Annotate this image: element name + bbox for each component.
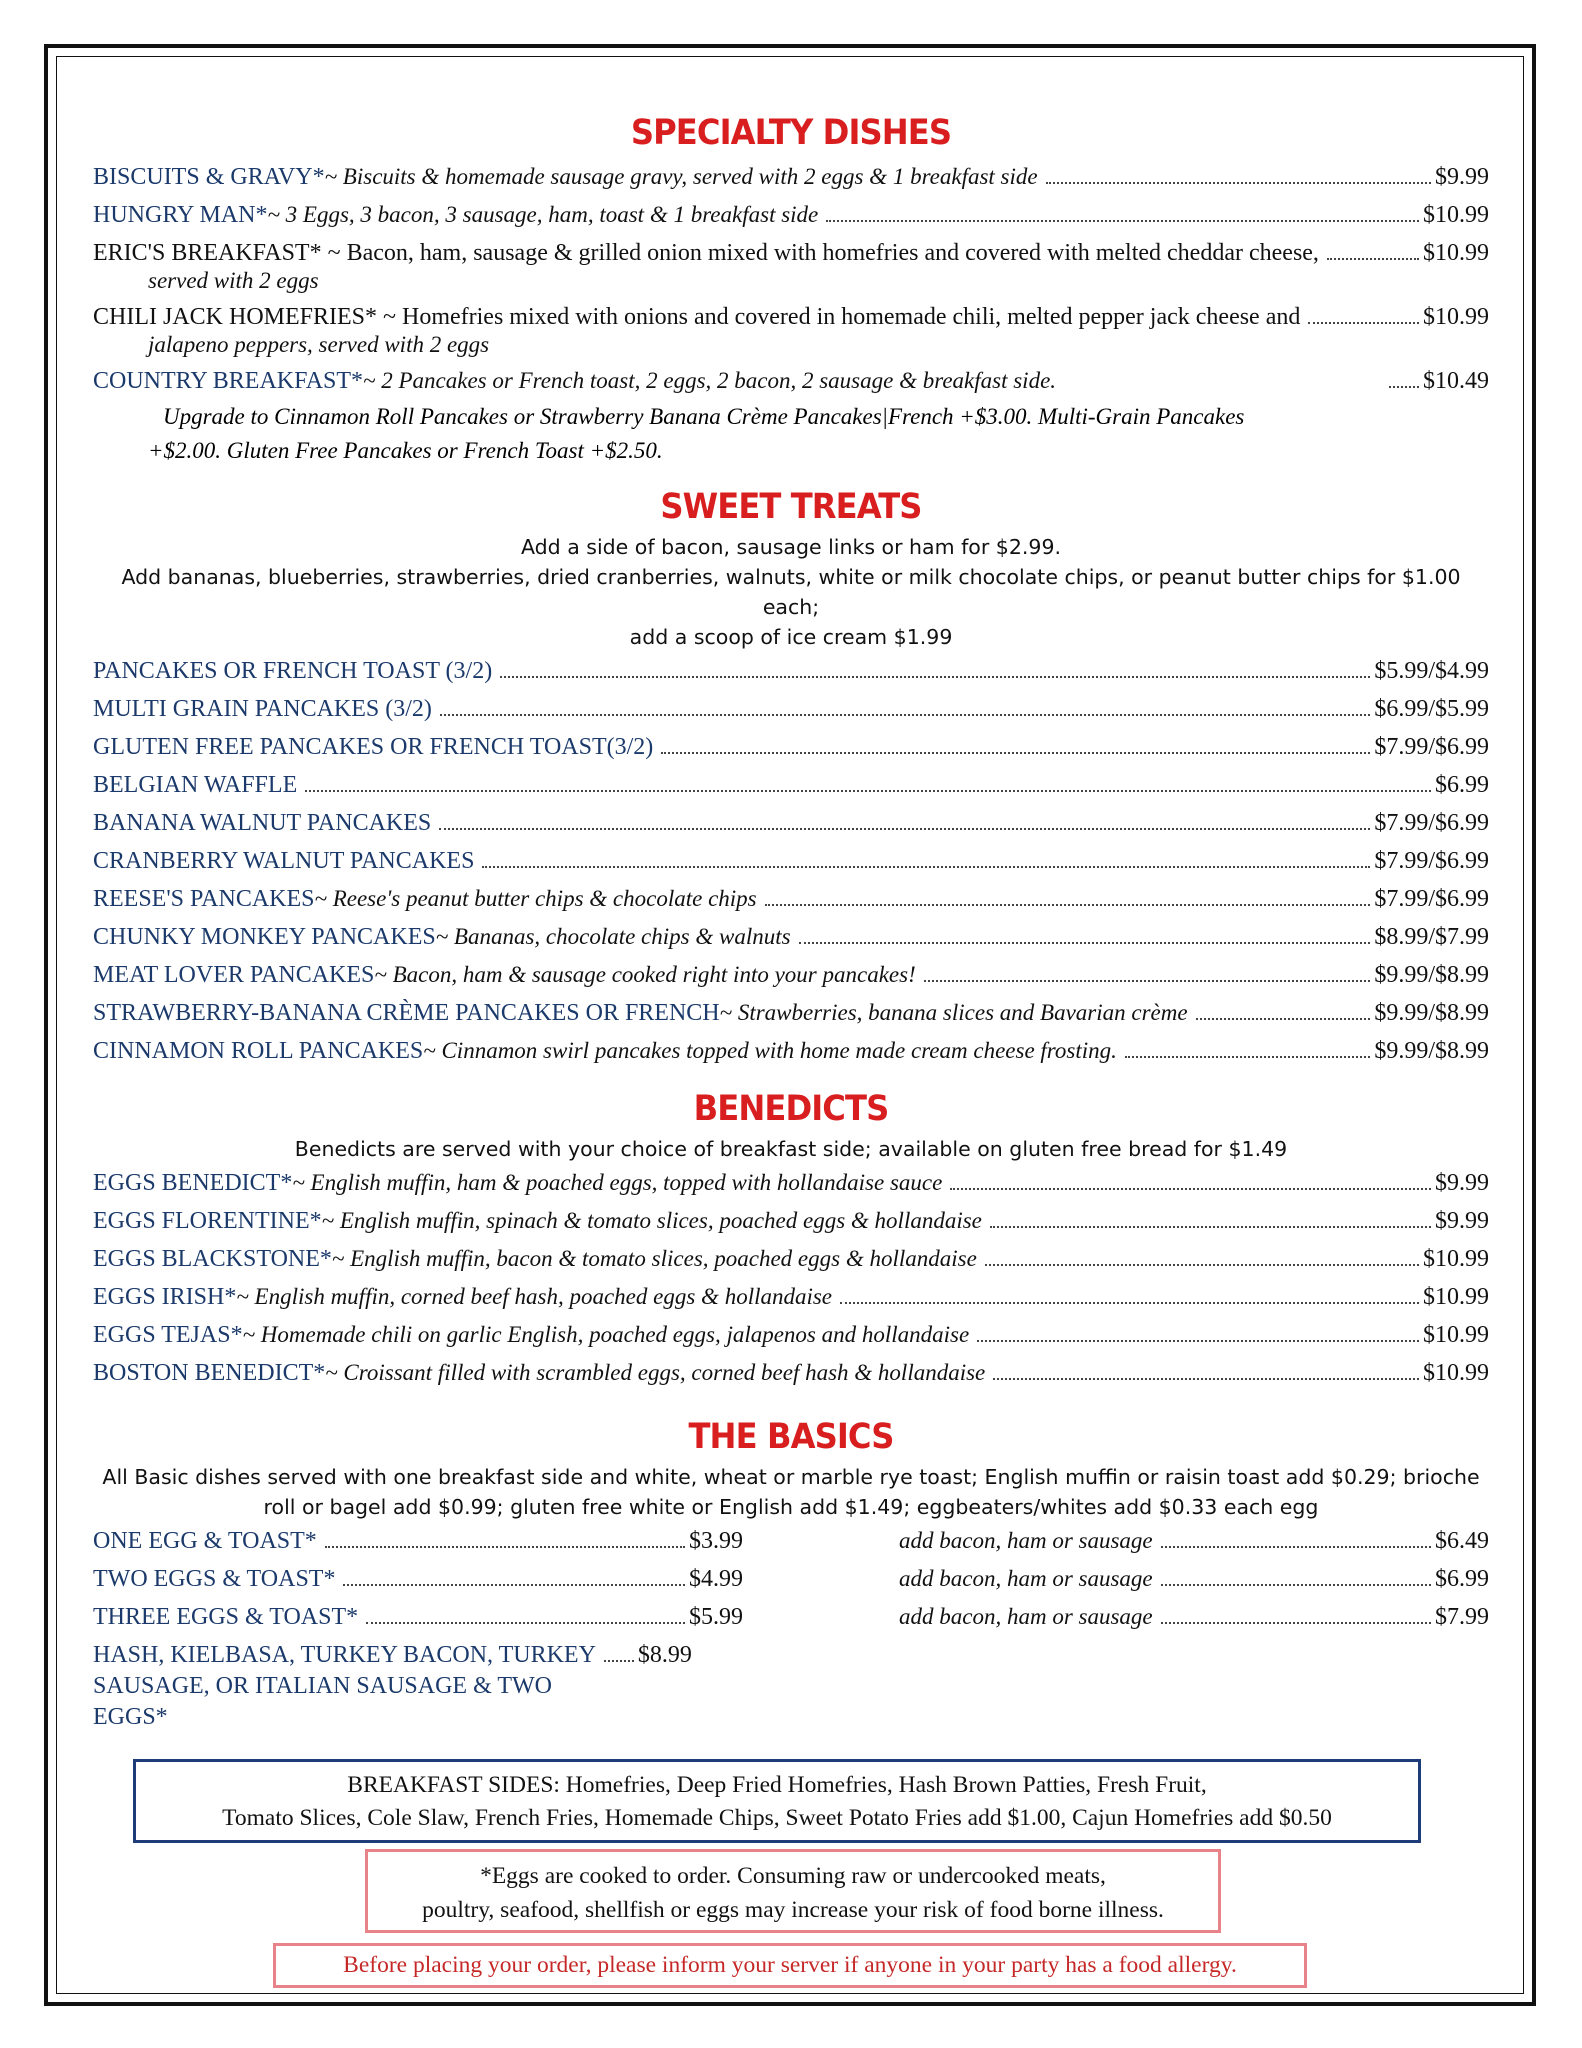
item-name: STRAWBERRY-BANANA CRÈME PANCAKES OR FRENCH [93, 1000, 720, 1026]
add-on-price: $6.49 [1435, 1528, 1489, 1554]
menu-item [93, 196, 1489, 234]
dot-leader [1389, 386, 1419, 388]
dot-leader [1046, 182, 1431, 184]
item-price: $8.99/$7.99 [1374, 924, 1489, 950]
menu-item [93, 1278, 1489, 1316]
item-price: $9.99 [1435, 1170, 1489, 1196]
sweet-treats-list [93, 652, 1489, 1070]
menu-item [93, 234, 1489, 296]
menu-item [93, 842, 1489, 880]
add-on-price: $6.99 [1435, 1566, 1489, 1592]
item-name: CRANBERRY WALNUT PANCAKES [93, 848, 475, 874]
breakfast-sides-box [133, 1759, 1421, 1843]
item-price: $9.99/$8.99 [1374, 1000, 1489, 1026]
dot-leader [366, 1622, 685, 1624]
section-note: add a scoop of ice cream $1.99 [629, 625, 953, 649]
breakfast-sides-line: BREAKFAST SIDES: Homefries, Deep Fried Homefries, Hash Brown Patties, Fresh Fruit, [347, 1772, 1207, 1798]
basics-left-column [93, 1522, 743, 1732]
item-name-continued: SAUSAGE, OR ITALIAN SAUSAGE & TWO [93, 1673, 552, 1699]
item-description-continued: served with 2 eggs [148, 268, 319, 293]
menu-item [93, 918, 1489, 956]
menu-item [93, 1316, 1489, 1354]
menu-item [93, 652, 1489, 690]
item-price: $7.99/$6.99 [1374, 734, 1489, 760]
basics-columns [93, 1522, 1489, 1732]
menu-item [93, 994, 1489, 1032]
allergy-notice-box [273, 1943, 1307, 1988]
eggs-warning-line: poultry, seafood, shellfish or eggs may increase your risk of food borne illness. [422, 1897, 1164, 1923]
add-on-item [899, 1522, 1489, 1560]
item-price: $9.99/$8.99 [1374, 1038, 1489, 1064]
item-name: EGGS IRISH* [93, 1284, 237, 1310]
menu-item [93, 362, 1489, 400]
item-name: TWO EGGS & TOAST* [93, 1566, 336, 1592]
item-price: $7.99/$6.99 [1374, 886, 1489, 912]
add-on-label: add bacon, ham or sausage [899, 1566, 1153, 1591]
dot-leader [325, 1546, 685, 1548]
item-price: $10.99 [1423, 1246, 1489, 1272]
section-note: All Basic dishes served with one breakfast side and white, wheat or marble rye toast; English muffin or raisin toast add $0.29; brioche [102, 1465, 1480, 1489]
item-price: $7.99/$6.99 [1374, 848, 1489, 874]
item-description: ~ Bacon, ham, sausage & grilled onion mixed with homefries and covered with melted cheddar cheese, [321, 240, 1319, 266]
menu-item [93, 690, 1489, 728]
item-name: EGGS BLACKSTONE* [93, 1246, 332, 1272]
add-on-item [899, 1560, 1489, 1598]
basics-title: THE BASICS [688, 1417, 894, 1457]
item-description: ~ Croissant filled with scrambled eggs, corned beef hash & hollandaise [325, 1360, 986, 1385]
dot-leader [439, 828, 1370, 830]
dot-leader [604, 1660, 634, 1662]
basics-right-column [899, 1522, 1489, 1732]
menu-item [93, 298, 1489, 360]
dot-leader [343, 1584, 685, 1586]
dot-leader [1125, 1056, 1370, 1058]
menu-item [93, 804, 1489, 842]
eggs-warning-box [365, 1849, 1221, 1933]
upgrade-note-line: +$2.00. Gluten Free Pancakes or French Toast +$2.50. [148, 438, 663, 463]
item-price: $10.99 [1423, 1360, 1489, 1386]
item-price: $9.99 [1435, 164, 1489, 190]
item-name: GLUTEN FREE PANCAKES OR FRENCH TOAST(3/2) [93, 734, 654, 760]
section-note: Benedicts are served with your choice of breakfast side; available on gluten free bread for $1.49 [294, 1137, 1288, 1161]
item-name: HASH, KIELBASA, TURKEY BACON, TURKEY [93, 1642, 596, 1668]
item-name: BOSTON BENEDICT* [93, 1360, 326, 1386]
item-description: ~ Strawberries, banana slices and Bavarian crème [719, 1000, 1188, 1025]
item-name: COUNTRY BREAKFAST* [93, 368, 364, 394]
breakfast-sides-line: Tomato Slices, Cole Slaw, French Fries, Homemade Chips, Sweet Potato Fries add $1.00, Cajun Homefries add $0.50 [222, 1805, 1332, 1831]
item-name: EGGS TEJAS* [93, 1322, 243, 1348]
item-price: $10.99 [1423, 1284, 1489, 1310]
menu-item [93, 1202, 1489, 1240]
dot-leader [826, 220, 1419, 222]
allergy-notice-text: Before placing your order, please inform your server if anyone in your party has a food allergy. [343, 1952, 1237, 1978]
section-note: roll or bagel add $0.99; gluten free white or English add $1.49; eggbeaters/whites add $0.33 each egg [263, 1495, 1319, 1519]
benedicts-list [93, 1164, 1489, 1392]
item-name: CHILI JACK HOMEFRIES* [93, 304, 378, 330]
dot-leader [799, 942, 1371, 944]
sweet-treats-title: SWEET TREATS [660, 487, 922, 527]
item-name: BANANA WALNUT PANCAKES [93, 810, 432, 836]
add-on-label: add bacon, ham or sausage [899, 1528, 1153, 1553]
item-name: ERIC'S BREAKFAST* [93, 240, 322, 266]
item-price: $3.99 [689, 1528, 743, 1554]
menu-item [93, 766, 1489, 804]
item-price: $9.99/$8.99 [1374, 962, 1489, 988]
item-name: CINNAMON ROLL PANCAKES [93, 1038, 424, 1064]
dot-leader [977, 1340, 1419, 1342]
item-price: $10.99 [1423, 304, 1489, 330]
item-description: ~ Bacon, ham & sausage cooked right into your pancakes! [374, 962, 916, 987]
item-name: MEAT LOVER PANCAKES [93, 962, 375, 988]
item-name: BISCUITS & GRAVY* [93, 164, 325, 190]
item-description: ~ Bananas, chocolate chips & walnuts [435, 924, 791, 949]
item-description: ~ Reese's peanut butter chips & chocolate chips [314, 886, 757, 911]
item-name: ONE EGG & TOAST* [93, 1528, 317, 1554]
menu-item [93, 1636, 743, 1732]
dot-leader [305, 790, 1431, 792]
item-name-continued: EGGS* [93, 1704, 168, 1730]
item-name: THREE EGGS & TOAST* [93, 1604, 359, 1630]
dot-leader [661, 752, 1370, 754]
item-price: $9.99 [1435, 1208, 1489, 1234]
item-description: ~ English muffin, ham & poached eggs, topped with hollandaise sauce [292, 1170, 943, 1195]
menu-item [93, 880, 1489, 918]
item-price: $7.99/$6.99 [1374, 810, 1489, 836]
item-description: ~ Cinnamon swirl pancakes topped with home made cream cheese frosting. [423, 1038, 1117, 1063]
item-price: $4.99 [689, 1566, 743, 1592]
item-price: $10.99 [1423, 202, 1489, 228]
add-on-label: add bacon, ham or sausage [899, 1604, 1153, 1629]
eggs-warning-line: *Eggs are cooked to order. Consuming raw or undercooked meats, [480, 1863, 1106, 1889]
menu-item [93, 1522, 743, 1560]
item-name: EGGS BENEDICT* [93, 1170, 293, 1196]
menu-content [93, 108, 1489, 1732]
item-name: REESE'S PANCAKES [93, 886, 315, 912]
item-description-continued: jalapeno peppers, served with 2 eggs [148, 332, 490, 357]
dot-leader [985, 1264, 1419, 1266]
item-description: ~ English muffin, bacon & tomato slices, poached eggs & hollandaise [331, 1246, 977, 1271]
dot-leader [924, 980, 1371, 982]
upgrade-note [93, 400, 1489, 468]
item-price: $10.99 [1423, 1322, 1489, 1348]
dot-leader [990, 1226, 1431, 1228]
dot-leader [1308, 322, 1419, 324]
item-price: $6.99/$5.99 [1374, 696, 1489, 722]
menu-item [93, 158, 1489, 196]
item-description: ~ English muffin, spinach & tomato slices, poached eggs & hollandaise [321, 1208, 982, 1233]
item-description: ~ Biscuits & homemade sausage gravy, served with 2 eggs & 1 breakfast side [324, 164, 1038, 189]
dot-leader [950, 1188, 1431, 1190]
dot-leader [440, 714, 1370, 716]
menu-item [93, 1598, 743, 1636]
item-description: ~ 3 Eggs, 3 bacon, 3 sausage, ham, toast & 1 breakfast side [267, 202, 819, 227]
dot-leader [1161, 1584, 1431, 1586]
item-price: $10.49 [1423, 368, 1489, 394]
dot-leader [1161, 1622, 1431, 1624]
item-description: ~ English muffin, corned beef hash, poached eggs & hollandaise [236, 1284, 833, 1309]
item-name: PANCAKES OR FRENCH TOAST (3/2) [93, 658, 493, 684]
dot-leader [1327, 258, 1419, 260]
item-description: ~ 2 Pancakes or French toast, 2 eggs, 2 bacon, 2 sausage & breakfast side. [363, 368, 1057, 393]
add-on-price: $7.99 [1435, 1604, 1489, 1630]
item-price: $5.99/$4.99 [1374, 658, 1489, 684]
item-name: MULTI GRAIN PANCAKES (3/2) [93, 696, 432, 722]
dot-leader [993, 1378, 1419, 1380]
item-price: $8.99 [637, 1642, 692, 1668]
dot-leader [500, 676, 1370, 678]
dot-leader [1161, 1546, 1431, 1548]
item-description: ~ Homemade chili on garlic English, poached eggs, jalapenos and hollandaise [242, 1322, 970, 1347]
menu-item [93, 956, 1489, 994]
dot-leader [765, 904, 1371, 906]
item-name: CHUNKY MONKEY PANCAKES [93, 924, 436, 950]
menu-item [93, 1560, 743, 1598]
item-price: $6.99 [1435, 772, 1489, 798]
add-on-item [899, 1598, 1489, 1636]
item-description: ~ Homefries mixed with onions and covered in homemade chili, melted pepper jack cheese and [377, 304, 1301, 330]
section-note: Add a side of bacon, sausage links or ham for $2.99. [521, 535, 1061, 559]
specialty-dishes-title: SPECIALTY DISHES [630, 113, 952, 153]
menu-item [93, 1164, 1489, 1202]
menu-item [93, 1240, 1489, 1278]
dot-leader [1196, 1018, 1371, 1020]
dot-leader [482, 866, 1370, 868]
item-name: HUNGRY MAN* [93, 202, 268, 228]
section-note: Add bananas, blueberries, strawberries, dried cranberries, walnuts, white or milk chocolate chips, or peanut butter chips for $1.00 each; [121, 565, 1461, 619]
menu-item [93, 728, 1489, 766]
upgrade-note-line: Upgrade to Cinnamon Roll Pancakes or Strawberry Banana Crème Pancakes|French +$3.00. Multi-Grain Pancakes [163, 404, 1245, 429]
menu-item [93, 1354, 1489, 1392]
item-price: $10.99 [1423, 240, 1489, 266]
dot-leader [840, 1302, 1419, 1304]
item-price: $5.99 [689, 1604, 743, 1630]
benedicts-title: BENEDICTS [693, 1089, 889, 1129]
menu-item [93, 1032, 1489, 1070]
item-name: BELGIAN WAFFLE [93, 772, 298, 798]
item-name: EGGS FLORENTINE* [93, 1208, 322, 1234]
